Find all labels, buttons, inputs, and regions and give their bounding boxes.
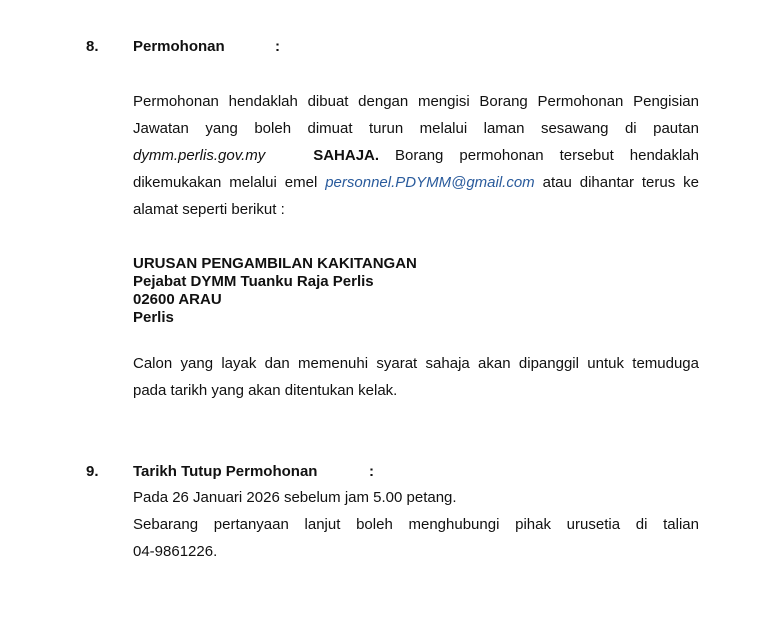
website-link: dymm.perlis.gov.my <box>133 147 266 164</box>
paragraph-text: Permohonan hendaklah dibuat dengan mengisi Borang Permohonan Pengisian <box>133 93 699 110</box>
paragraph-line-3 <box>133 142 699 169</box>
paragraph-line-2 <box>133 115 699 142</box>
paragraph-text: Jawatan yang boleh dimuat turun melalui laman sesawang di pautan <box>133 120 699 137</box>
paragraph-line-5 <box>133 196 699 223</box>
address-line-1: URUSAN PENGAMBILAN KAKITANGAN <box>133 255 417 272</box>
paragraph-line-1 <box>133 88 699 115</box>
section-9-number: 9. <box>86 463 99 480</box>
paragraph-text: alamat seperti berikut : <box>133 201 285 218</box>
address-line-4: Perlis <box>133 309 174 326</box>
section-8-number: 8. <box>86 38 99 55</box>
application-paragraph <box>133 88 699 223</box>
paragraph-text: dikemukakan melalui emel <box>133 174 318 191</box>
section-9-colon: : <box>369 463 374 480</box>
paragraph-text: Borang permohonan tersebut hendaklah <box>395 147 699 164</box>
interview-line-1: Calon yang layak dan memenuhi syarat sahaja akan dipanggil untuk temuduga <box>133 355 699 372</box>
paragraph-line-4 <box>133 169 699 196</box>
enquiry-line: Sebarang pertanyaan lanjut boleh menghubungi pihak urusetia di talian <box>133 516 699 533</box>
section-8-title: Permohonan <box>133 38 225 55</box>
email-link[interactable]: personnel.PDYMM@gmail.com <box>325 174 535 191</box>
section-9-title: Tarikh Tutup Permohonan <box>133 463 318 480</box>
phone-number: 04-9861226. <box>133 543 218 560</box>
address-line-2: Pejabat DYMM Tuanku Raja Perlis <box>133 273 374 290</box>
section-8-colon: : <box>275 38 280 55</box>
interview-paragraph <box>133 350 699 404</box>
sahaja-emphasis: SAHAJA. <box>313 147 380 164</box>
address-block <box>133 255 417 327</box>
closing-date-line: Pada 26 Januari 2026 sebelum jam 5.00 petang. <box>133 489 457 506</box>
interview-line-2: pada tarikh yang akan ditentukan kelak. <box>133 382 398 399</box>
closing-date-paragraph <box>133 484 699 565</box>
paragraph-text: atau dihantar terus ke <box>542 174 700 191</box>
address-line-3: 02600 ARAU <box>133 291 222 308</box>
